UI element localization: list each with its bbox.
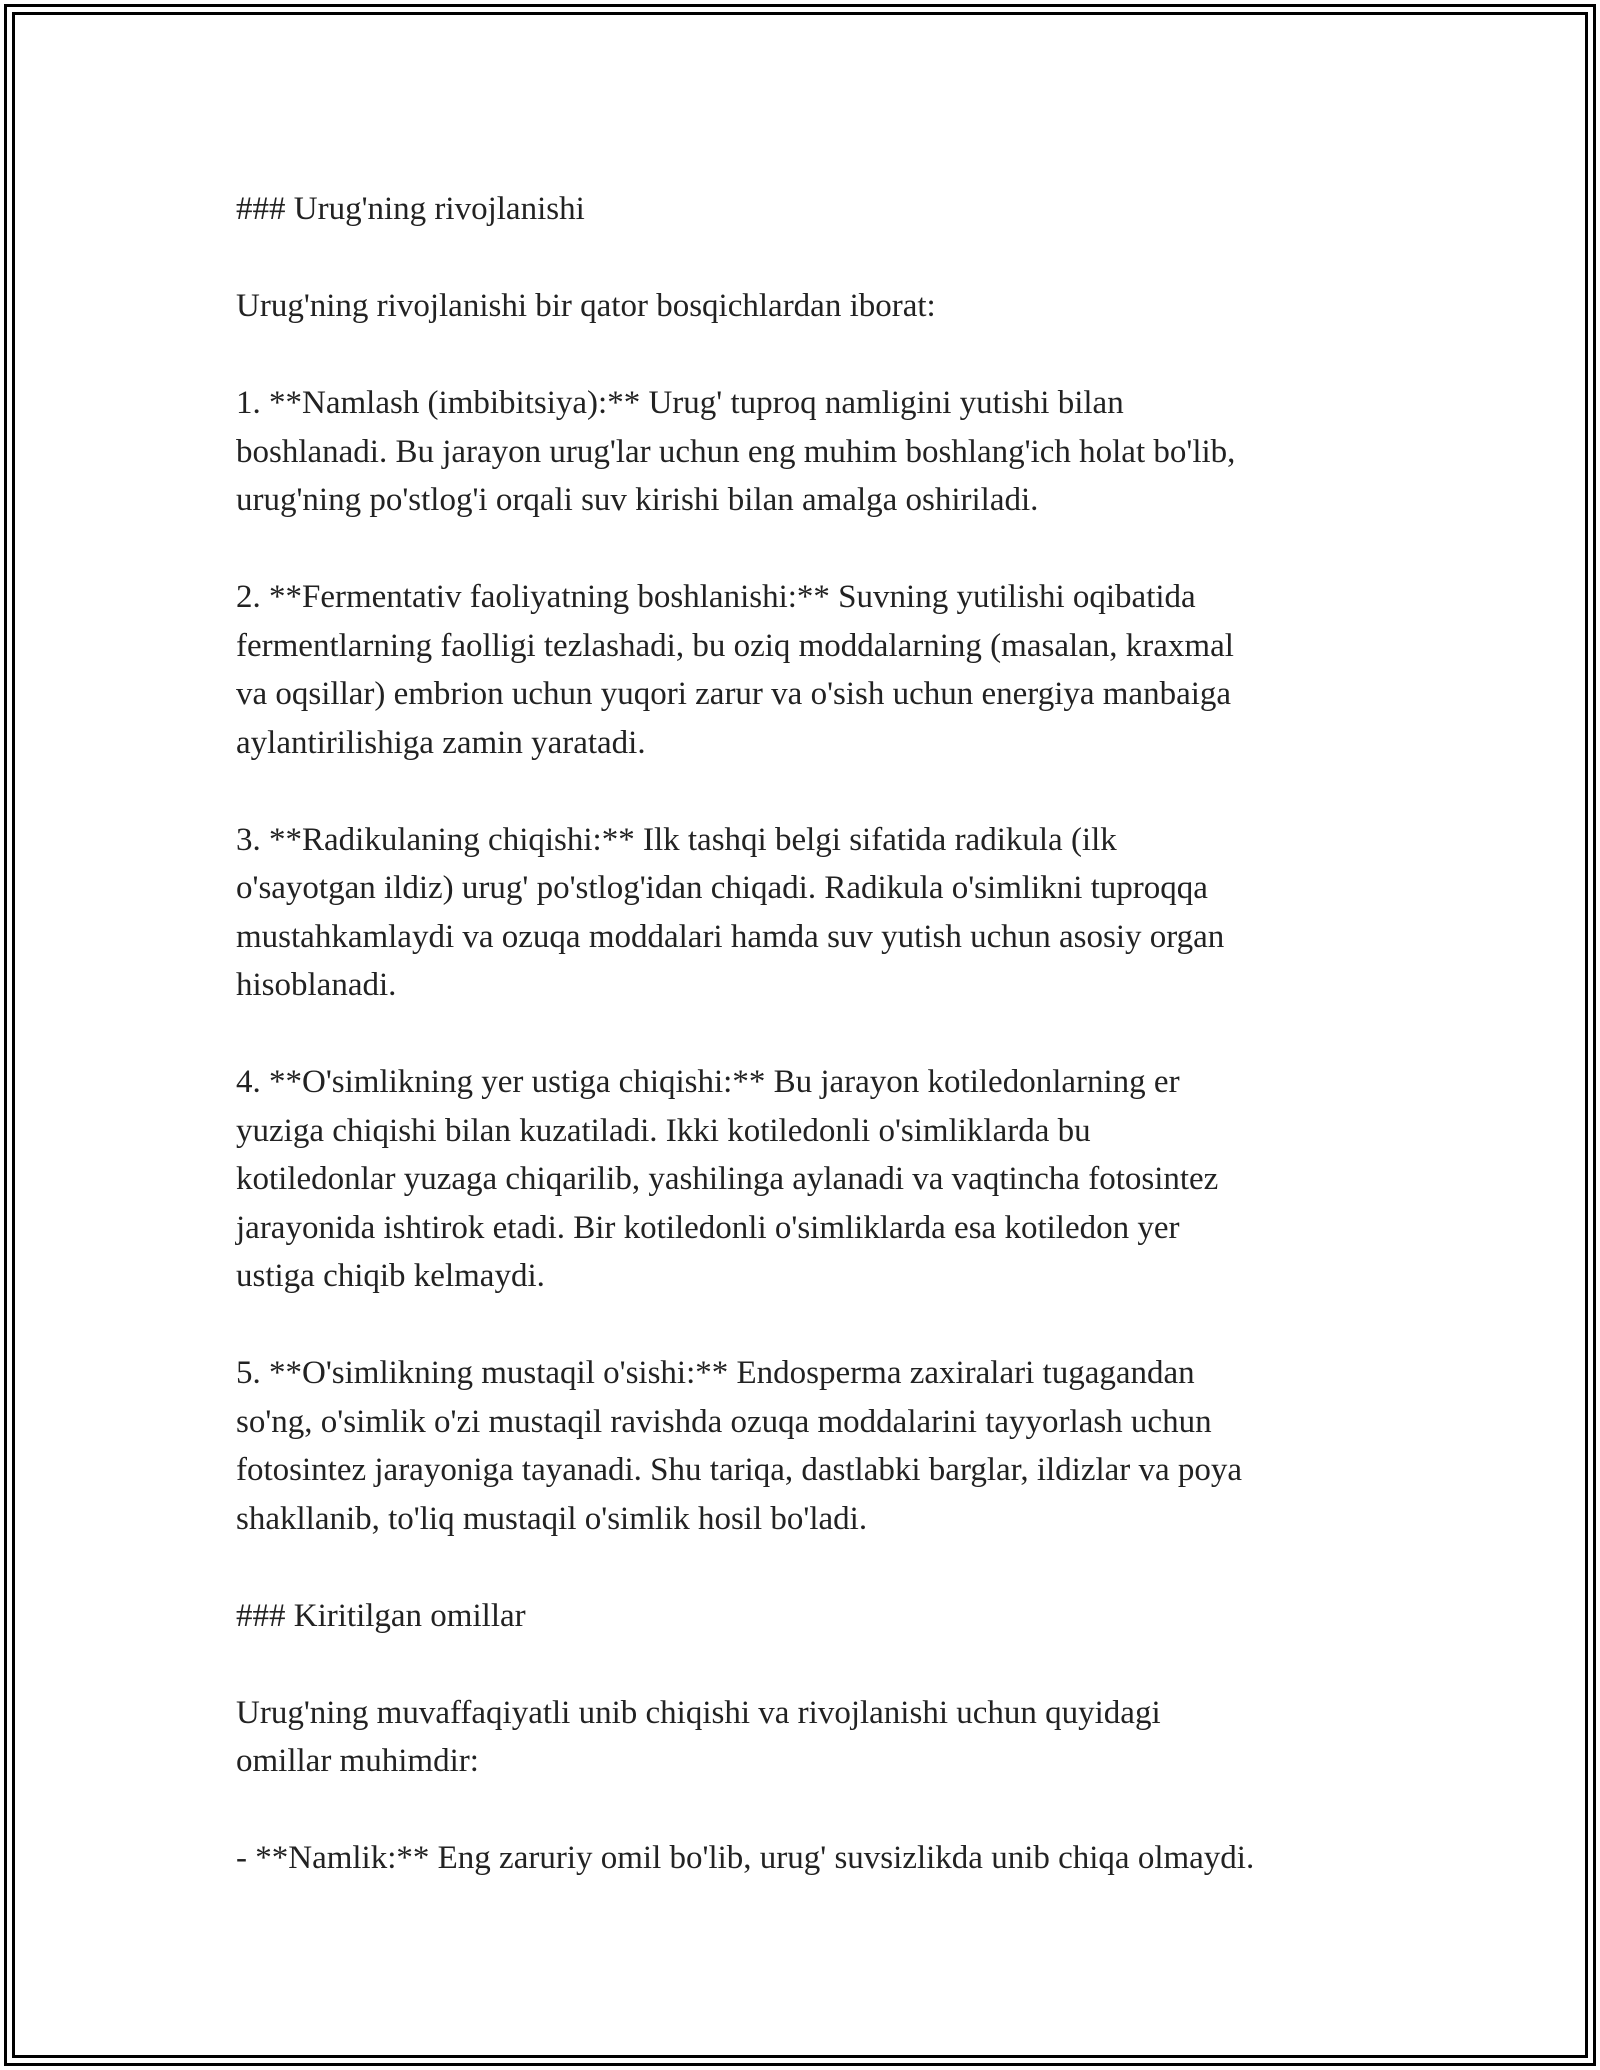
text-line: urug'ning po'stlog'i orqali suv kirishi bilan amalga oshiriladi. <box>236 482 1039 518</box>
text-line: jarayonida ishtirok etadi. Bir kotiledonli o'simliklarda esa kotiledon yer <box>236 1209 1180 1246</box>
factor-list-item <box>236 1834 1386 1883</box>
text-line: kotiledonlar yuzaga chiqarilib, yashilinga aylanadi va vaqtincha fotosintez <box>236 1161 1219 1197</box>
intro-paragraph <box>236 282 1386 331</box>
text-line: omillar muhimdir: <box>236 1743 479 1779</box>
text-line: 2. **Fermentativ faoliyatning boshlanishi:** Suvning yutilishi oqibatida <box>236 579 1196 615</box>
text-line: mustahkamlaydi va ozuqa moddalari hamda suv yutish uchun asosiy organ <box>236 918 1225 955</box>
text-line: Urug'ning muvaffaqiyatli unib chiqishi va rivojlanishi uchun quyidagi <box>236 1694 1161 1731</box>
step-2-paragraph <box>236 573 1386 767</box>
text-line: boshlanadi. Bu jarayon urug'lar uchun eng muhim boshlang'ich holat bo'lib, <box>236 433 1236 470</box>
text-line: va oqsillar) embrion uchun yuqori zarur va o'sish uchun energiya manbaiga <box>236 676 1232 712</box>
text-line: 3. **Radikulaning chiqishi:** Ilk tashqi belgi sifatida radikula (ilk <box>236 821 1117 858</box>
step-1-paragraph <box>236 379 1386 525</box>
step-4-paragraph <box>236 1058 1386 1301</box>
section-heading-factors <box>236 1592 1386 1641</box>
text-line: 5. **O'simlikning mustaqil o'sishi:** Endosperma zaxiralari tugagandan <box>236 1355 1195 1391</box>
factors-intro-paragraph <box>236 1689 1386 1786</box>
step-3-paragraph <box>236 816 1386 1010</box>
text-line: o'sayotgan ildiz) urug' po'stlog'idan chiqadi. Radikula o'simlikni tuproqqa <box>236 870 1208 906</box>
step-5-paragraph <box>236 1349 1386 1543</box>
text-line: fermentlarning faolligi tezlashadi, bu oziq moddalarning (masalan, kraxmal <box>236 627 1234 664</box>
document-body <box>236 185 1386 1931</box>
text-line: 4. **O'simlikning yer ustiga chiqishi:** Bu jarayon kotiledonlarning er <box>236 1064 1180 1100</box>
text-line: hisoblanadi. <box>236 967 397 1003</box>
text-line: - **Namlik:** Eng zaruriy omil bo'lib, urug' suvsizlikda unib chiqa olmaydi. <box>236 1840 1255 1876</box>
text-line: so'ng, o'simlik o'zi mustaqil ravishda ozuqa moddalarini tayyorlash uchun <box>236 1403 1212 1440</box>
section-heading-development <box>236 185 1386 234</box>
text-line: aylantirilishiga zamin yaratadi. <box>236 724 646 761</box>
text-line: 1. **Namlash (imbibitsiya):** Urug' tuproq namligini yutishi bilan <box>236 385 1124 421</box>
text-line: shakllanib, to'liq mustaqil o'simlik hosil bo'ladi. <box>236 1500 868 1537</box>
heading-text: ### Urug'ning rivojlanishi <box>236 191 585 227</box>
text-line: yuziga chiqishi bilan kuzatiladi. Ikki kotiledonli o'simliklarda bu <box>236 1112 1091 1149</box>
text-line: ustiga chiqib kelmaydi. <box>236 1258 545 1294</box>
text-line: fotosintez jarayoniga tayanadi. Shu tariqa, dastlabki barglar, ildizlar va poya <box>236 1452 1243 1488</box>
heading-text: ### Kiritilgan omillar <box>236 1597 526 1634</box>
intro-text: Urug'ning rivojlanishi bir qator bosqichlardan iborat: <box>236 288 936 324</box>
